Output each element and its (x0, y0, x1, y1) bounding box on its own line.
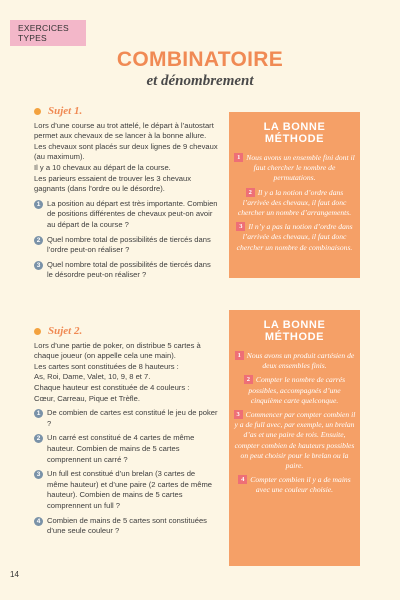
method-number: 1 (234, 153, 243, 162)
method-item (233, 153, 356, 184)
method-text: Nous avons un produit cartésien de deux ensembles finis. (246, 351, 355, 371)
question-item (34, 408, 218, 429)
question-item (34, 235, 218, 256)
question-text: De combien de cartes est constitué le jeu de poker ? (47, 408, 218, 428)
method-item (233, 410, 356, 471)
method-item (233, 375, 356, 406)
method-text: Il n’y a pas la notion d’ordre dans l’arrivée des chevaux, il faut donc chercher un nombre de combinaisons. (236, 222, 353, 252)
method-item (233, 222, 356, 253)
page-title: COMBINATOIRE (116, 48, 284, 71)
sujet-1-heading (34, 106, 218, 117)
title-block (0, 48, 400, 90)
question-number: 3 (34, 470, 43, 479)
method-item (233, 475, 356, 495)
question-text: Un full est constitué d’un brelan (3 cartes de même hauteur) et d’une paire (2 cartes de même hauteur). Combien de mains de 5 cartes comprennent un full ? (47, 469, 213, 510)
method-text: Il y a la notion d’ordre dans l’arrivée des chevaux, il faut donc chercher un nombre d’arrangements. (237, 187, 352, 218)
sujet-2-intro-2: Les cartes sont constituées de 8 hauteurs : (34, 361, 179, 371)
question-item (34, 433, 218, 465)
method-number: 3 (234, 410, 243, 419)
bullet-dot-icon (34, 328, 41, 335)
method-text: Compter le nombre de carrés possibles, accompagnés d’une cinquième carte quelconque. (248, 375, 346, 405)
method-item (233, 351, 356, 371)
sujet-2-intro-5: Cœur, Carreau, Pique et Trèfle. (34, 393, 140, 403)
question-number: 1 (34, 200, 43, 209)
method-number: 4 (238, 475, 247, 484)
question-text: Quel nombre total de possibilités de tiercés dans l’ordre peut-on réaliser ? (47, 234, 211, 255)
page-subtitle: et dénombrement (146, 73, 254, 89)
question-item (34, 516, 218, 537)
sujet-1-label: Sujet 1. (48, 105, 83, 117)
method-text: Compter combien il y a de mains avec une couleur choisie. (250, 475, 351, 495)
method-box-1 (229, 112, 360, 278)
question-text: Quel nombre total de possibilités de tiercés dans le désordre peut-on réaliser ? (47, 259, 211, 280)
method-title: LA BONNE MÉTHODE (263, 319, 326, 343)
question-item (34, 469, 218, 511)
question-number: 1 (34, 409, 43, 418)
method-number: 2 (244, 375, 253, 384)
method-title: LA BONNE MÉTHODE (263, 121, 326, 145)
question-text: Un carré est constitué de 4 cartes de même hauteur. Combien de mains de 5 cartes comprennent un carré ? (47, 433, 195, 464)
method-number: 2 (246, 188, 255, 197)
question-number: 4 (34, 517, 43, 526)
sujet-2-intro-1: Lors d’une partie de poker, on distribue 5 cartes à chaque joueur (on appelle cela une main). (34, 340, 201, 361)
bullet-dot-icon (34, 108, 41, 115)
method-number: 1 (235, 351, 244, 360)
question-text: Combien de mains de 5 cartes sont constituées d’une seule couleur ? (47, 515, 207, 536)
method-number: 3 (236, 222, 245, 231)
sujet-2-heading (34, 326, 218, 337)
sujet-2-label: Sujet 2. (48, 325, 83, 337)
question-item (34, 199, 218, 231)
page-number: 14 (10, 570, 19, 579)
sujet-2-intro-3: As, Roi, Dame, Valet, 10, 9, 8 et 7. (34, 372, 151, 382)
question-number: 2 (34, 434, 43, 443)
method-box-2 (229, 310, 360, 566)
sujet-1-intro-3: Les parieurs essaient de trouver les 3 chevaux gagnants (dans l’ordre ou le désordre). (34, 173, 192, 194)
method-text: Nous avons un ensemble fini dont il faut chercher le nombre de permutations. (246, 153, 355, 183)
section-tab: EXERCICES TYPES (10, 20, 86, 46)
method-item (233, 188, 356, 219)
question-text: La position au départ est très importante. Combien de positions différentes de chevaux peut-on avoir au départ de la course ? (47, 198, 218, 229)
sujet-2-block (34, 326, 218, 537)
question-item (34, 260, 218, 281)
sujet-1-block (34, 106, 218, 281)
sujet-1-intro-2: Il y a 10 chevaux au départ de la course. (34, 162, 171, 172)
sujet-1-intro-1: Lors d’une course au trot attelé, le départ à l’autostart permet aux chevaux de se lancer à la bonne allure. Les chevaux sont placés sur deux lignes de 9 chevaux (au maximum). (34, 120, 218, 162)
sujet-2-intro-4: Chaque hauteur est constituée de 4 couleurs : (34, 382, 190, 392)
question-number: 3 (34, 261, 43, 270)
question-number: 2 (34, 236, 43, 245)
method-text: Commencer par compter combien il y a de full avec, par exemple, un brelan d’as et une paire de rois. Ensuite, compter combien de hauteurs possibles on peut choisir pour le brelan ou la paire. (234, 410, 356, 471)
